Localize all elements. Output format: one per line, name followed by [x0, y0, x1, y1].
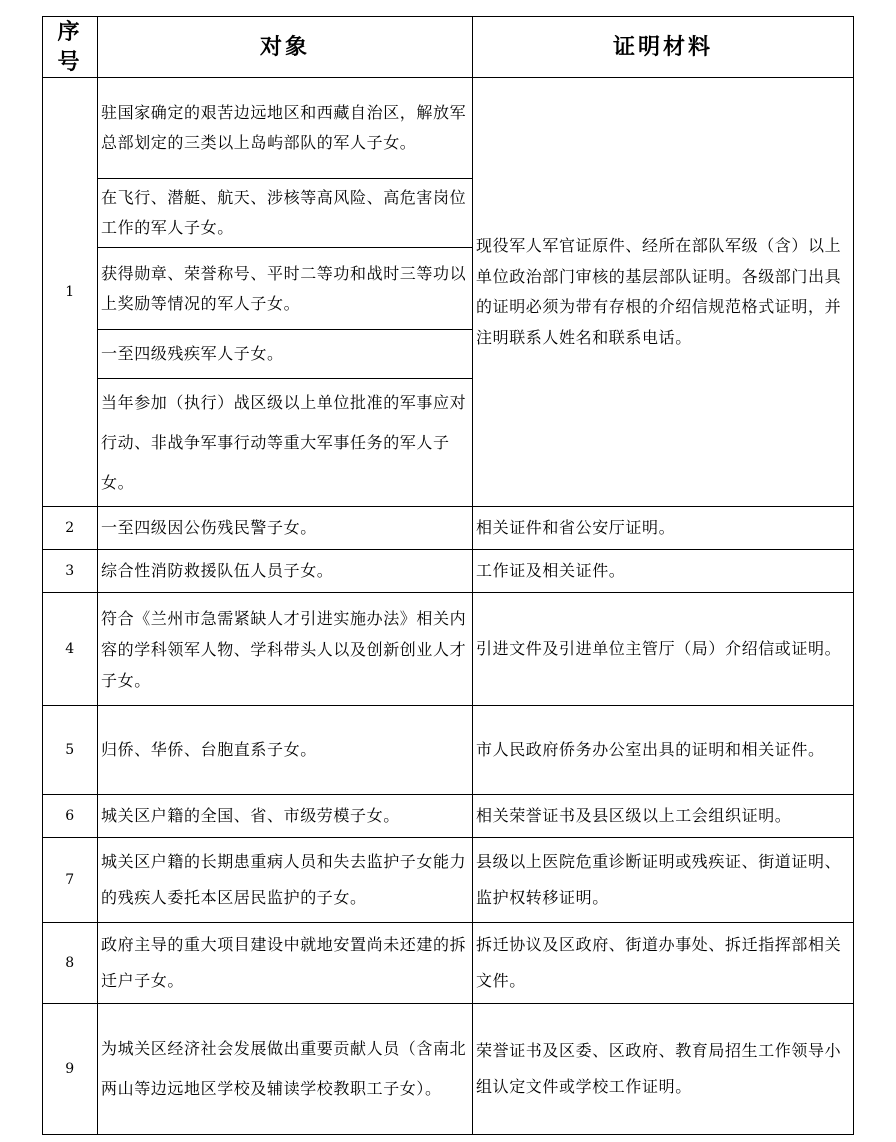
proof-materials-table: [42, 16, 854, 1135]
row-number: 6: [43, 795, 98, 838]
header-proof: 证明材料: [473, 17, 854, 78]
target-cell: 为城关区经济社会发展做出重要贡献人员（含南北两山等边远地区学校及辅读学校教职工子女）。: [98, 1004, 473, 1135]
proof-cell: 相关荣誉证书及县区级以上工会组织证明。: [473, 795, 854, 838]
proof-cell: 荣誉证书及区委、区政府、教育局招生工作领导小组认定文件或学校工作证明。: [473, 1004, 854, 1135]
table-row: [43, 706, 854, 795]
proof-cell: 引进文件及引进单位主管厅（局）介绍信或证明。: [473, 593, 854, 706]
target-cell: 政府主导的重大项目建设中就地安置尚未还建的拆迁户子女。: [98, 923, 473, 1004]
row-number: 5: [43, 706, 98, 795]
target-cell: 当年参加（执行）战区级以上单位批准的军事应对行动、非战争军事行动等重大军事任务的军人子女。: [98, 379, 473, 507]
document: [42, 16, 853, 1135]
proof-cell: 县级以上医院危重诊断证明或残疾证、街道证明、监护权转移证明。: [473, 838, 854, 923]
table-row: [43, 1004, 854, 1135]
table-row: [43, 923, 854, 1004]
target-cell: 城关区户籍的全国、省、市级劳模子女。: [98, 795, 473, 838]
target-cell: 一至四级残疾军人子女。: [98, 330, 473, 379]
table-row: [43, 795, 854, 838]
table-row: [43, 593, 854, 706]
header-target: 对象: [98, 17, 473, 78]
row-number: 9: [43, 1004, 98, 1135]
row-number: 8: [43, 923, 98, 1004]
proof-cell: 现役军人军官证原件、经所在部队军级（含）以上单位政治部门审核的基层部队证明。各级部门出具的证明必须为带有存根的介绍信规范格式证明，并注明联系人姓名和联系电话。: [473, 78, 854, 507]
target-cell: 一至四级因公伤残民警子女。: [98, 507, 473, 550]
row-number: 1: [43, 78, 98, 507]
row-number: 7: [43, 838, 98, 923]
header-index: 序号: [43, 17, 98, 78]
proof-cell: 相关证件和省公安厅证明。: [473, 507, 854, 550]
row-number: 2: [43, 507, 98, 550]
proof-cell: 市人民政府侨务办公室出具的证明和相关证件。: [473, 706, 854, 795]
row-number: 3: [43, 550, 98, 593]
target-cell: 城关区户籍的长期患重病人员和失去监护子女能力的残疾人委托本区居民监护的子女。: [98, 838, 473, 923]
target-cell: 获得勋章、荣誉称号、平时二等功和战时三等功以上奖励等情况的军人子女。: [98, 248, 473, 330]
proof-cell: 拆迁协议及区政府、街道办事处、拆迁指挥部相关文件。: [473, 923, 854, 1004]
header-row: [43, 17, 854, 78]
table-row: [43, 78, 854, 179]
target-cell: 归侨、华侨、台胞直系子女。: [98, 706, 473, 795]
proof-cell: 工作证及相关证件。: [473, 550, 854, 593]
target-cell: 驻国家确定的艰苦边远地区和西藏自治区，解放军总部划定的三类以上岛屿部队的军人子女。: [98, 78, 473, 179]
target-cell: 符合《兰州市急需紧缺人才引进实施办法》相关内容的学科领军人物、学科带头人以及创新创业人才子女。: [98, 593, 473, 706]
row-number: 4: [43, 593, 98, 706]
target-cell: 综合性消防救援队伍人员子女。: [98, 550, 473, 593]
table-row: [43, 507, 854, 550]
table-row: [43, 838, 854, 923]
target-cell: 在飞行、潜艇、航天、涉核等高风险、高危害岗位工作的军人子女。: [98, 179, 473, 248]
table-row: [43, 550, 854, 593]
